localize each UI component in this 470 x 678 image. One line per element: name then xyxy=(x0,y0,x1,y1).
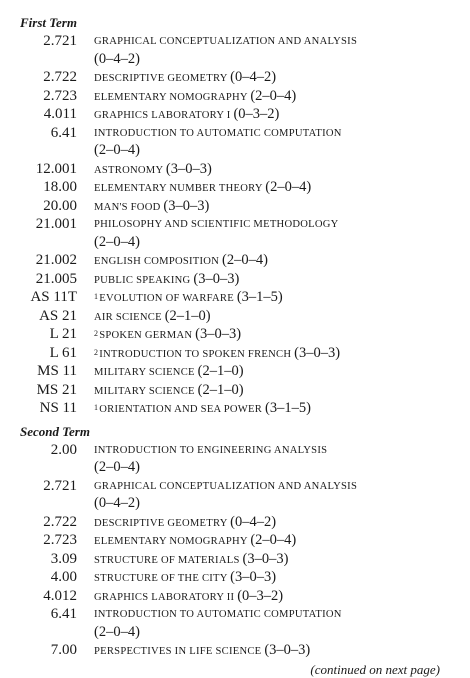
course-row xyxy=(20,308,456,327)
course-row xyxy=(20,363,456,382)
credit-hours: (3–1–5) xyxy=(236,289,283,305)
course-title xyxy=(94,125,456,161)
course-title-text: ORIENTATION AND SEA POWER xyxy=(99,404,263,415)
credit-hours: (2–0–4) xyxy=(250,87,297,104)
term-heading: First Term xyxy=(20,15,77,30)
course-sections xyxy=(20,14,456,661)
course-title xyxy=(94,161,456,180)
course-title-text: ENGLISH COMPOSITION xyxy=(94,256,220,267)
course-title-text: GRAPHICAL CONCEPTUALIZATION AND ANALYSIS xyxy=(94,36,358,47)
term-heading: Second Term xyxy=(20,423,90,439)
course-title-text: ASTRONOMY xyxy=(94,164,163,176)
course-row xyxy=(20,382,456,401)
course-row xyxy=(20,161,456,180)
course-title-text: GRAPHICAL CONCEPTUALIZATION AND ANALYSIS xyxy=(94,480,358,492)
course-number: 2.722 xyxy=(43,513,77,530)
course-number: 20.00 xyxy=(43,197,77,214)
course-title-text: STRUCTURE OF MATERIALS xyxy=(94,554,240,566)
course-title-text: STRUCTURE OF THE CITY xyxy=(94,573,228,584)
course-title-text: AIR SCIENCE xyxy=(94,311,162,323)
course-number: 2.00 xyxy=(50,441,77,458)
course-row xyxy=(20,478,456,514)
course-title xyxy=(94,382,456,401)
course-row xyxy=(20,606,456,642)
footnote-marker: 2 xyxy=(94,347,99,357)
course-row xyxy=(20,33,456,69)
credit-hours: (3–0–3) xyxy=(294,344,341,361)
course-row xyxy=(20,326,456,345)
course-title xyxy=(94,271,456,290)
credit-hours: (2–0–4) xyxy=(94,459,140,475)
credit-hours: (2–1–0) xyxy=(197,381,244,398)
credit-hours: (0–4–2) xyxy=(94,495,140,511)
course-title-text: ELEMENTARY NOMOGRAPHY xyxy=(94,91,248,103)
course-number: MS 11 xyxy=(37,363,77,379)
course-title-text: MILITARY SCIENCE xyxy=(94,367,195,378)
course-title xyxy=(94,179,456,198)
course-row xyxy=(20,642,456,661)
course-title xyxy=(94,442,456,478)
course-row xyxy=(20,125,456,161)
course-number: 6.41 xyxy=(50,124,77,141)
course-title-text: SPOKEN GERMAN xyxy=(99,330,193,341)
credit-hours: (3–0–3) xyxy=(195,326,242,342)
credit-hours: (3–0–3) xyxy=(264,642,311,658)
course-row xyxy=(20,69,456,88)
credit-hours: (2–0–4) xyxy=(222,252,268,268)
course-row xyxy=(20,588,456,607)
course-title-text: INTRODUCTION TO AUTOMATIC COMPUTATION xyxy=(94,609,342,620)
footnote-marker: 1 xyxy=(94,292,99,301)
course-title-text: ELEMENTARY NOMOGRAPHY xyxy=(94,536,248,547)
course-number: 2.723 xyxy=(43,87,77,104)
course-row xyxy=(20,345,456,364)
credit-hours: (2–0–4) xyxy=(94,233,140,250)
course-title xyxy=(94,642,456,661)
credit-hours: (0–4–2) xyxy=(230,69,277,85)
course-row xyxy=(20,106,456,125)
course-title-text: INTRODUCTION TO SPOKEN FRENCH xyxy=(99,348,292,360)
course-title-text: PHILOSOPHY AND SCIENTIFIC METHODOLOGY xyxy=(94,219,339,230)
course-title-text: PUBLIC SPEAKING xyxy=(94,274,191,286)
course-number: AS 11T xyxy=(30,289,77,305)
course-title xyxy=(94,363,456,382)
course-title xyxy=(94,88,456,107)
course-title-text: DESCRIPTIVE GEOMETRY xyxy=(94,73,228,84)
credit-hours: (2–0–4) xyxy=(250,532,297,548)
course-title xyxy=(94,69,456,88)
course-number: 21.005 xyxy=(35,270,77,287)
credit-hours: (0–3–2) xyxy=(237,587,284,604)
course-title-text: GRAPHICS LABORATORY II xyxy=(94,591,235,603)
credit-hours: (2–1–0) xyxy=(164,307,211,324)
course-title xyxy=(94,289,456,308)
course-title-text: INTRODUCTION TO ENGINEERING ANALYSIS xyxy=(94,444,328,456)
course-row xyxy=(20,216,456,252)
course-row xyxy=(20,88,456,107)
course-row xyxy=(20,289,456,308)
course-row xyxy=(20,252,456,271)
course-title-text: MAN'S FOOD xyxy=(94,201,161,213)
credit-hours: (0–4–2) xyxy=(230,513,277,530)
course-title xyxy=(94,588,456,607)
course-number: 4.012 xyxy=(43,587,77,604)
course-title xyxy=(94,308,456,327)
course-number: 4.00 xyxy=(50,569,77,585)
course-title xyxy=(94,606,456,642)
course-title xyxy=(94,569,456,588)
course-row xyxy=(20,514,456,533)
course-title xyxy=(94,326,456,345)
course-number: AS 21 xyxy=(39,307,77,324)
credit-hours: (3–0–3) xyxy=(242,550,289,567)
course-number: 7.00 xyxy=(50,642,77,658)
course-title xyxy=(94,106,456,125)
course-number: NS 11 xyxy=(39,400,77,416)
course-title-text: MILITARY SCIENCE xyxy=(94,385,195,397)
course-title-text: GRAPHICS LABORATORY I xyxy=(94,110,231,121)
course-number: 4.011 xyxy=(43,106,77,122)
course-title-text: INTRODUCTION TO AUTOMATIC COMPUTATION xyxy=(94,127,342,139)
continued-note: (continued on next page) xyxy=(310,661,440,677)
credit-hours: (0–4–2) xyxy=(94,50,140,67)
course-number: 21.001 xyxy=(35,216,77,232)
course-row xyxy=(20,532,456,551)
credit-hours: (3–1–5) xyxy=(265,400,311,416)
course-number: 3.09 xyxy=(50,550,77,567)
course-number: 21.002 xyxy=(35,252,77,268)
course-row xyxy=(20,198,456,217)
credit-hours: (2–0–4) xyxy=(94,142,140,158)
course-title xyxy=(94,216,456,252)
course-number: 12.001 xyxy=(35,160,77,177)
course-title xyxy=(94,400,456,419)
course-number: L 21 xyxy=(49,326,77,342)
course-row xyxy=(20,442,456,478)
course-title xyxy=(94,514,456,533)
course-number: MS 21 xyxy=(36,381,77,398)
course-title xyxy=(94,478,456,514)
course-row xyxy=(20,569,456,588)
course-number: L 61 xyxy=(49,344,77,361)
course-number: 2.721 xyxy=(43,33,77,49)
credit-hours: (3–0–3) xyxy=(163,197,210,214)
course-row xyxy=(20,400,456,419)
course-title xyxy=(94,252,456,271)
course-row xyxy=(20,551,456,570)
credit-hours: (2–1–0) xyxy=(197,363,244,379)
course-title-text: PERSPECTIVES IN LIFE SCIENCE xyxy=(94,646,262,657)
course-title xyxy=(94,551,456,570)
credit-hours: (3–0–3) xyxy=(230,569,277,585)
course-title-text: DESCRIPTIVE GEOMETRY xyxy=(94,517,228,529)
course-title xyxy=(94,345,456,364)
footnote-marker: 2 xyxy=(94,329,99,338)
course-row xyxy=(20,271,456,290)
course-number: 6.41 xyxy=(50,606,77,622)
course-number: 2.723 xyxy=(43,532,77,548)
footnote-marker: 1 xyxy=(94,403,99,412)
credit-hours: (0–3–2) xyxy=(233,106,280,122)
course-title-text: ELEMENTARY NUMBER THEORY xyxy=(94,183,263,194)
credit-hours: (2–0–4) xyxy=(265,179,312,195)
course-title xyxy=(94,33,456,69)
course-title xyxy=(94,198,456,217)
credit-hours: (3–0–3) xyxy=(193,270,240,287)
credit-hours: (3–0–3) xyxy=(165,160,212,177)
course-number: 2.722 xyxy=(43,69,77,85)
course-number: 2.721 xyxy=(43,477,77,494)
course-number: 18.00 xyxy=(43,179,77,195)
course-row xyxy=(20,179,456,198)
course-title xyxy=(94,532,456,551)
credit-hours: (2–0–4) xyxy=(94,623,140,640)
course-title-text: EVOLUTION OF WARFARE xyxy=(99,293,234,304)
